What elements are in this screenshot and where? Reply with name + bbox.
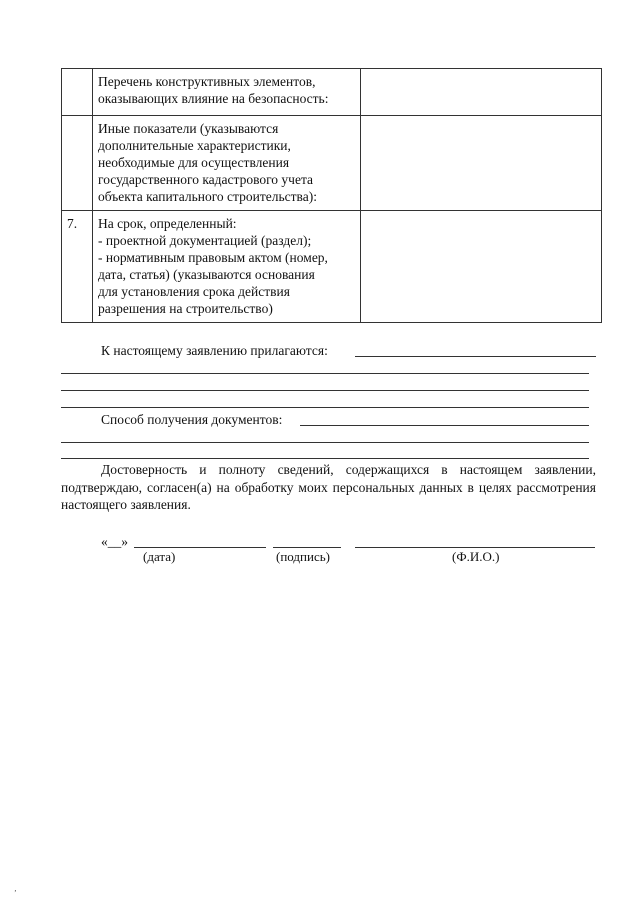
table-row [62,69,602,116]
date-caption: (дата) [143,549,176,564]
row-number [62,69,93,116]
signature-caption: (подпись) [276,549,330,564]
full-name-field-line[interactable] [355,547,595,548]
form-table [61,68,602,323]
attachments-field-line-2[interactable] [61,373,589,374]
row-value-field[interactable] [361,69,602,116]
row-label: На срок, определенный: - проектной документацией (раздел); - нормативным правовым актом (номер, дата, статья) (указываются основания для установления срока действия разрешения на строительство) [93,211,361,323]
table-row [62,211,602,323]
row-value-field[interactable] [361,211,602,323]
attachments-field-line-3[interactable] [61,390,589,391]
table-row [62,116,602,211]
date-day-prefix: «__» [101,534,128,549]
attachments-field-line-1[interactable] [355,356,596,357]
delivery-method-field-line-3[interactable] [61,458,589,459]
confirmation-paragraph: Достоверность и полноту сведений, содержащихся в настоящем заявлении, подтверждаю, согласен(а) на обработку моих персональных данных в целях рассмотрения настоящего заявления. [61,462,596,512]
delivery-method-field-line-2[interactable] [61,442,589,443]
row-label: Перечень конструктивных элементов, оказывающих влияние на безопасность: [93,69,361,116]
date-field-line[interactable] [134,547,266,548]
footer-mark: ‚ [14,884,17,893]
row-number [62,116,93,211]
attachments-field-line-4[interactable] [61,407,589,408]
row-label: Иные показатели (указываются дополнительные характеристики, необходимые для осуществления государственного кадастрового учета объекта капитального строительства): [93,116,361,211]
full-name-caption: (Ф.И.О.) [452,549,500,564]
attachments-label: К настоящему заявлению прилагаются: [101,343,328,358]
signature-field-line[interactable] [273,547,341,548]
row-value-field[interactable] [361,116,602,211]
row-number: 7. [62,211,93,323]
delivery-method-field-line-1[interactable] [300,425,589,426]
delivery-method-label: Способ получения документов: [101,412,283,427]
